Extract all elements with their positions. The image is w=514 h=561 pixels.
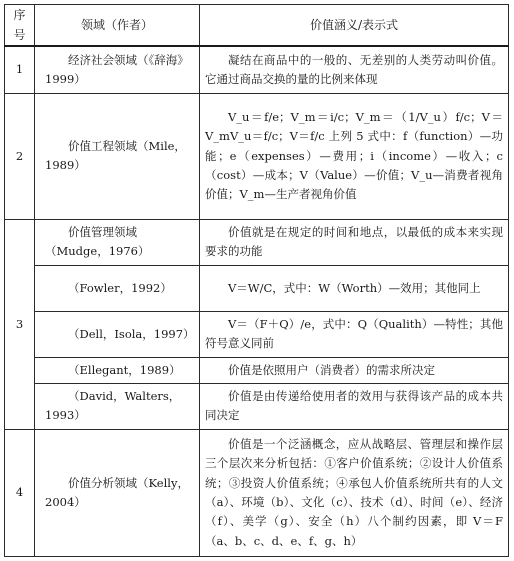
row-field: （Fowler，1992） — [35, 265, 200, 311]
row-field: 价值分析领域（Kelly，2004） — [35, 429, 200, 556]
row-field: 价值工程领域（Mile，1989） — [35, 93, 200, 219]
table-row — [5, 357, 509, 383]
table-row — [5, 383, 509, 429]
row-value: 价值是由传递给使用者的效用与获得该产品的成本共同决定 — [200, 383, 509, 429]
table-row — [5, 93, 509, 219]
table-row — [5, 46, 509, 93]
row-field: 价值管理领域（Mudge，1976） — [35, 219, 200, 265]
row-field: （Ellegant，1989） — [35, 357, 200, 383]
row-no: 1 — [5, 46, 35, 93]
row-field: 经济社会领域（《辞海》1999） — [35, 46, 200, 93]
row-value: V_u＝f/e；V_m＝i/c；V_m＝（1/V_u）f/c；V＝V_mV_u＝f/c；V＝f/c 上列 5 式中：f（function）—功能；e（expenses）—费用；i（income）—收入；c（cost）—成本；V（Value）—价值；V_u—消费者视角价值；V_m—生产者视角价值 — [200, 93, 509, 219]
row-no: 4 — [5, 429, 35, 556]
row-field: （David，Walters，1993） — [35, 383, 200, 429]
row-value: 价值是一个泛涵概念，应从战略层、管理层和操作层三个层次来分析包括：①客户价值系统；②设计人价值系统；③投资人价值系统；④承包人价值系统所共有的人文（a）、环境（b）、文化（c）、技术（d）、时间（e）、经济（f）、美学（g）、安全（h）八个制约因素，即 V＝F（a、b、c、d、e、f、g、h） — [200, 429, 509, 556]
value-definition-table-page — [4, 4, 508, 557]
header-field: 领域（作者） — [35, 5, 200, 47]
table-row — [5, 429, 509, 556]
row-value: V＝W/C，式中：W（Worth）—效用；其他同上 — [200, 265, 509, 311]
row-value: 价值就是在规定的时间和地点，以最低的成本来实现要求的功能 — [200, 219, 509, 265]
value-definition-table — [4, 4, 509, 557]
header-no: 序号 — [5, 5, 35, 47]
table-row — [5, 219, 509, 265]
table-header-row — [5, 5, 509, 47]
table-row — [5, 265, 509, 311]
row-value: 凝结在商品中的一般的、无差别的人类劳动叫价值。它通过商品交换的量的比例来体现 — [200, 46, 509, 93]
row-value: 价值是依照用户（消费者）的需求所决定 — [200, 357, 509, 383]
row-field: （Dell，Isola，1997） — [35, 311, 200, 357]
header-value: 价值涵义/表示式 — [200, 5, 509, 47]
row-value: V＝（F＋Q）/e，式中：Q（Qualith）—特性；其他符号意义同前 — [200, 311, 509, 357]
row-no: 3 — [5, 219, 35, 429]
table-row — [5, 311, 509, 357]
row-no: 2 — [5, 93, 35, 219]
